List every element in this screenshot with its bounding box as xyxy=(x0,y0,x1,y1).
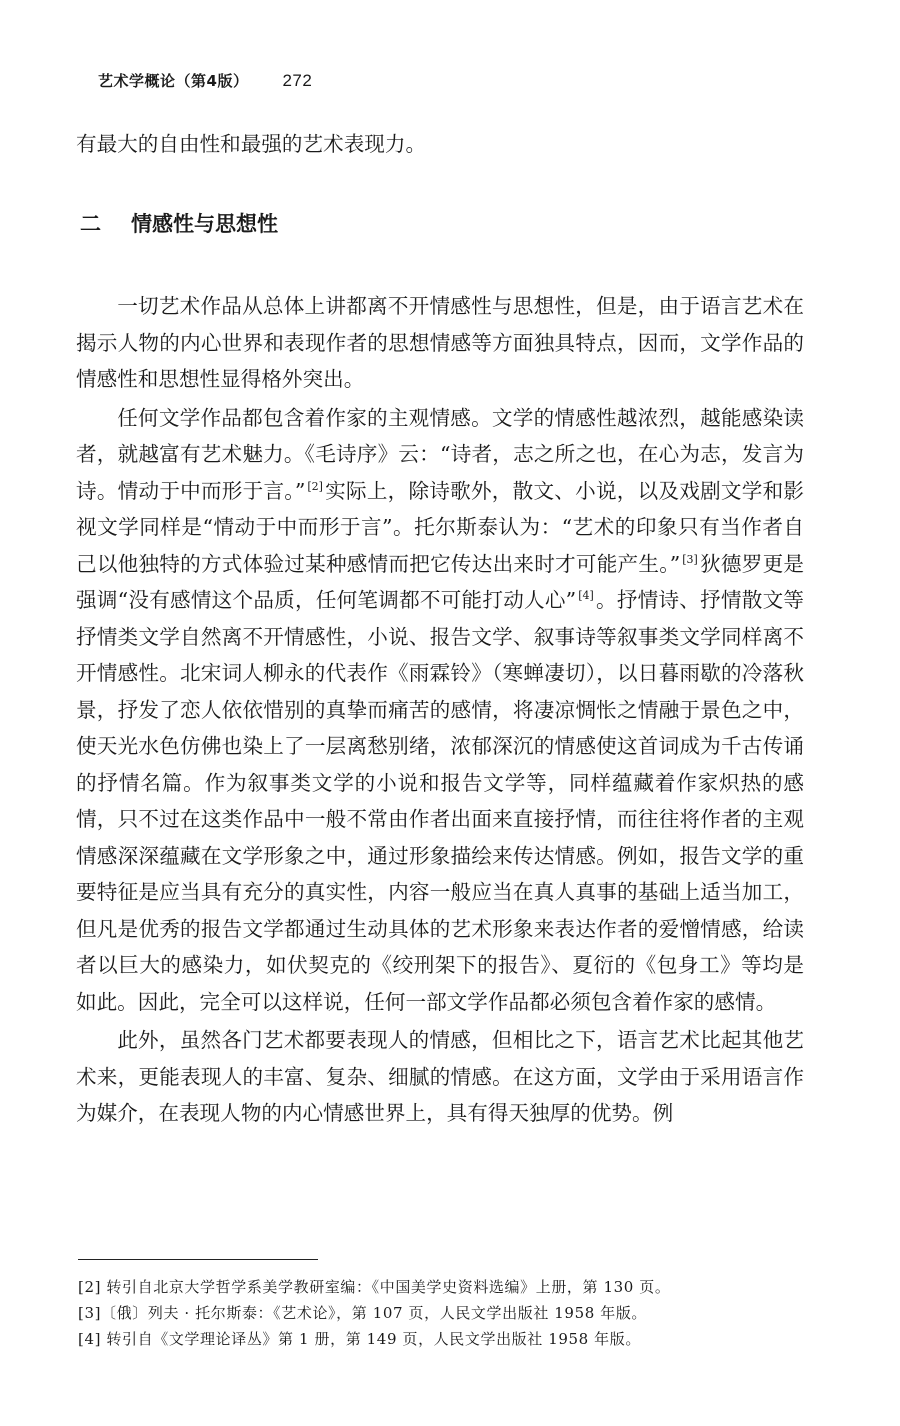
paragraph-text: 实际上，除诗歌外，散文、小说，以及戏剧文学和影视文学同样是“情动于中而形于言”。托尔斯泰认为：“艺术的印象只有当作者自己以他独特的方式体验过某种感情而把它传达出来时才可能产生。” xyxy=(76,478,804,576)
paragraph-text: 一切艺术作品从总体上讲都离不开情感性与思想性，但是，由于语言艺术在揭示人物的内心世界和表现作者的思想情感等方面独具特点，因而，文学作品的情感性和思想性显得格外突出。 xyxy=(76,294,804,391)
continuation-line: 有最大的自由性和最强的艺术表现力。 xyxy=(76,132,427,156)
footnote-2: [2] 转引自北京大学哲学系美学教研室编：《中国美学史资料选编》上册，第 130 页。 xyxy=(78,1278,671,1296)
section-title: 情感性与思想性 xyxy=(131,212,278,236)
footnote-3: [3]〔俄〕列夫 · 托尔斯泰：《艺术论》，第 107 页，人民文学出版社 1958 年版。 xyxy=(78,1304,648,1322)
paragraph-1 xyxy=(76,288,804,398)
section-heading xyxy=(80,208,278,238)
book-title: 艺术学概论（第4版） xyxy=(98,72,249,90)
page-number: 272 xyxy=(282,71,313,90)
continued-text xyxy=(76,126,804,163)
body-text xyxy=(76,288,804,1132)
section-number: 二 xyxy=(80,212,101,236)
footnotes xyxy=(78,1274,808,1352)
paragraph-text: 此外，虽然各门艺术都要表现人的情感，但相比之下，语言艺术比起其他艺术来，更能表现人的丰富、复杂、细腻的情感。在这方面，文学由于采用语言作为媒介，在表现人物的内心情感世界上，具有得天独厚的优势。例 xyxy=(76,1028,804,1125)
footnote-ref-2[interactable]: [2] xyxy=(307,479,323,493)
footnote-ref-3[interactable]: [3] xyxy=(682,552,698,566)
paragraph-text: 狄德罗更是强调“没有感情这个品质，任何笔调都不可能打动人心” xyxy=(76,551,805,612)
running-header xyxy=(98,70,312,91)
paragraph-2 xyxy=(76,400,804,1021)
paragraph-text: 任何文学作品都包含着作家的主观情感。文学的情感性越浓烈，越能感染读者，就越富有艺术魅力。《毛诗序》云：“诗者，志之所之也，在心为志，发言为诗。情动于中而形于言。” xyxy=(76,405,804,503)
footnote-4: [4] 转引自《文学理论译丛》第 1 册，第 149 页，人民文学出版社 1958 年版。 xyxy=(78,1330,641,1348)
paragraph-text: 。抒情诗、抒情散文等抒情类文学自然离不开情感性，小说、报告文学、叙事诗等叙事类文学同样离不开情感性。北宋词人柳永的代表作《雨霖铃》（寒蝉凄切），以日暮雨歇的冷落秋景，抒发了恋人依依惜别的真挚而痛苦的感情，将凄凉惆怅之情融于景色之中，使天光水色仿佛也染上了一层离愁别绪，浓郁深沉的情感使这首词成为千古传诵的抒情名篇。作为叙事类文学的小说和报告文学等，同样蕴藏着作家炽热的感情，只不过在这类作品中一般不常由作者出面来直接抒情，而往往将作者的主观情感深深蕴藏在文学形象之中，通过形象描绘来传达情感。例如，报告文学的重要特征是应当具有充分的真实性，内容一般应当在真人真事的基础上适当加工，但凡是优秀的报告文学都通过生动具体的艺术形象来表达作者的爱憎情感，给读者以巨大的感染力，如伏契克的《绞刑架下的报告》、夏衍的《包身工》等均是如此。因此，完全可以这样说，任何一部文学作品都必须包含着作家的感情。 xyxy=(76,588,804,1014)
paragraph-3 xyxy=(76,1022,804,1132)
footnote-ref-4[interactable]: [4] xyxy=(578,589,594,603)
footnote-divider xyxy=(78,1259,318,1260)
